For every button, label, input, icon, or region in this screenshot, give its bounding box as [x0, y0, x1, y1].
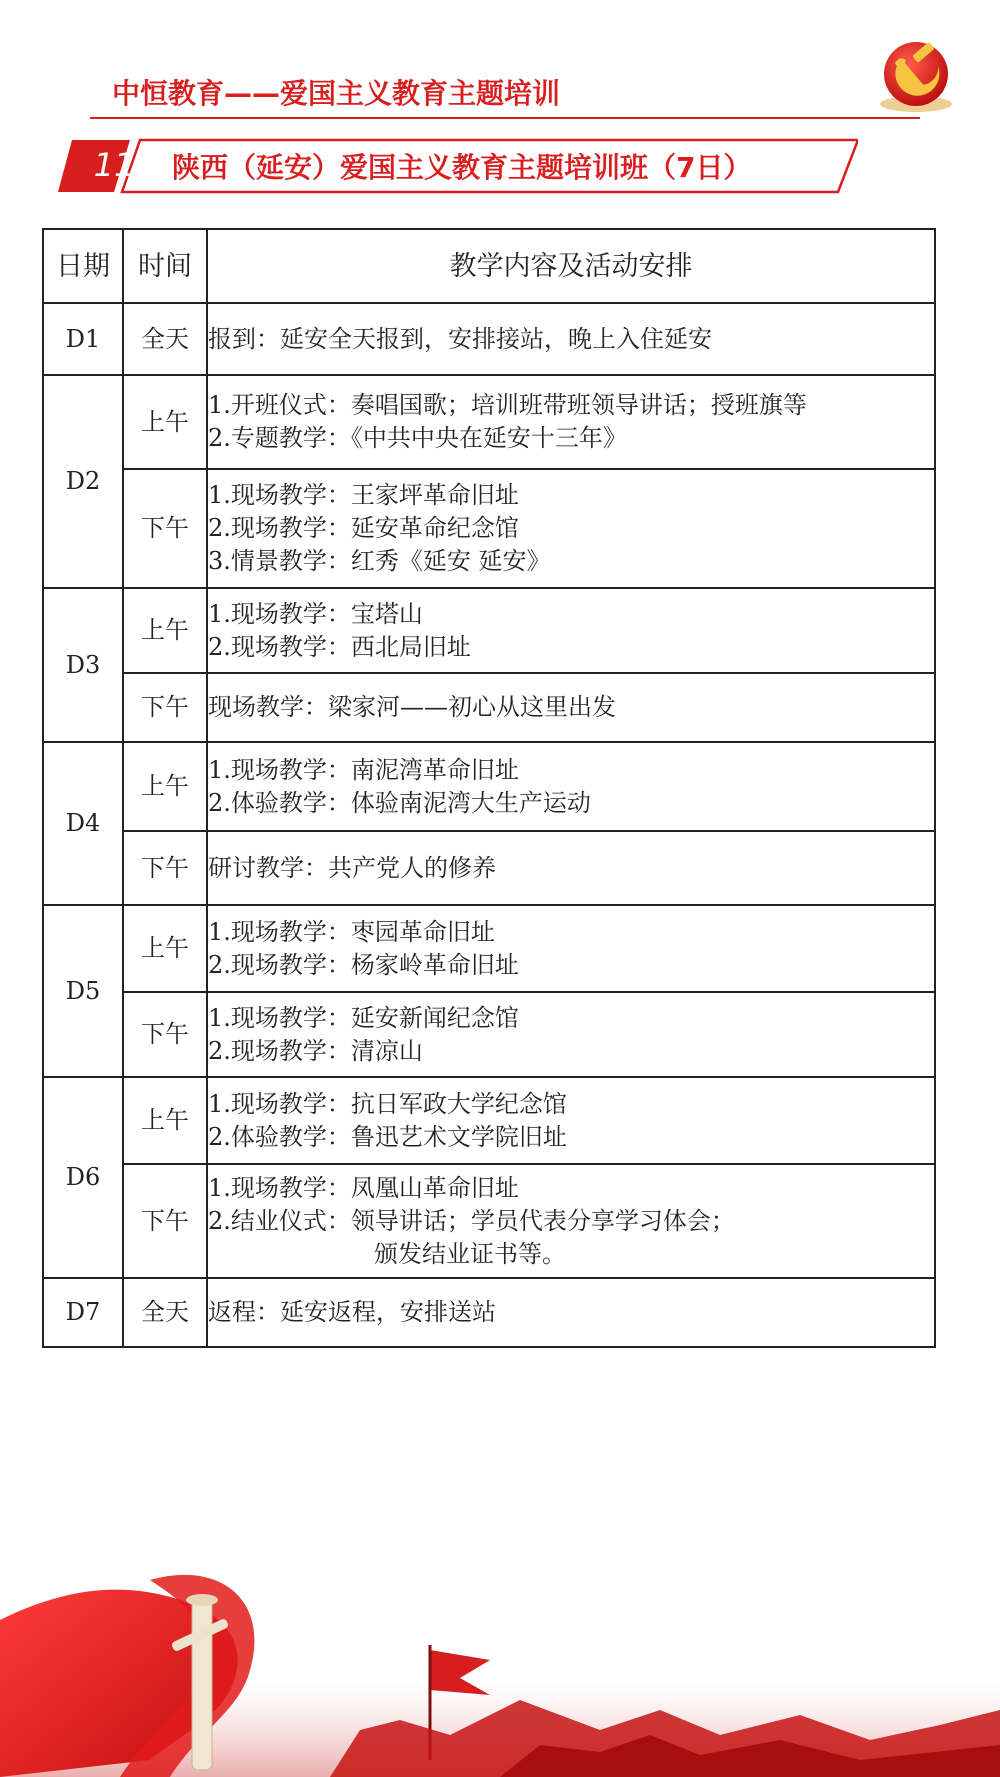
column-header-date: 日期 [43, 229, 123, 303]
day-cell: D5 [43, 905, 123, 1077]
table-row [43, 1164, 935, 1278]
content-line: 1.开班仪式：奏唱国歌；培训班带班领导讲话；授班旗等 [208, 391, 807, 419]
content-cell [207, 992, 935, 1077]
section-title: 陕西（延安）爱国主义教育主题培训班（7日） [172, 151, 752, 184]
content-line: 2.体验教学：鲁迅艺术文学院旧址 [208, 1122, 567, 1151]
content-cell [207, 1164, 935, 1278]
header-divider [90, 117, 920, 119]
column-header-content: 教学内容及活动安排 [207, 229, 935, 303]
day-cell: D2 [43, 375, 123, 588]
table-row [43, 303, 935, 375]
hammer-sickle-icon [872, 36, 960, 116]
time-cell: 下午 [123, 1164, 207, 1278]
time-cell: 下午 [123, 469, 207, 588]
content-line: 1.现场教学：抗日军政大学纪念馆 [208, 1089, 567, 1118]
content-cell [207, 742, 935, 831]
content-cell [207, 1077, 935, 1164]
table-row [43, 1077, 935, 1164]
time-cell: 上午 [123, 905, 207, 992]
table-row [43, 742, 935, 831]
day-cell: D4 [43, 742, 123, 905]
content-line: 报到：延安全天报到，安排接站，晚上入住延安 [208, 324, 712, 353]
day-cell: D1 [43, 303, 123, 375]
content-cell [207, 303, 935, 375]
content-cell [207, 469, 935, 588]
content-cell [207, 905, 935, 992]
content-line: 现场教学：梁家河——初心从这里出发 [208, 693, 616, 721]
content-line: 2.专题教学：《中共中央在延安十三年》 [208, 424, 627, 452]
content-line: 1.现场教学：延安新闻纪念馆 [208, 1003, 519, 1032]
content-line: 2.体验教学：体验南泥湾大生产运动 [208, 788, 591, 817]
content-cell [207, 673, 935, 742]
content-line: 颁发结业证书等。 [374, 1239, 566, 1268]
time-cell: 下午 [123, 673, 207, 742]
content-line: 3.情景教学：红秀《延安 延安》 [208, 547, 551, 575]
table-row [43, 588, 935, 673]
table-row [43, 992, 935, 1077]
table-row [43, 905, 935, 992]
time-cell: 上午 [123, 588, 207, 673]
time-cell: 全天 [123, 303, 207, 375]
time-cell: 下午 [123, 831, 207, 905]
content-line: 1.现场教学：王家坪革命旧址 [208, 481, 519, 509]
content-line: 研讨教学：共产党人的修养 [208, 853, 496, 882]
content-line: 1.现场教学：南泥湾革命旧址 [208, 755, 519, 784]
column-header-time: 时间 [123, 229, 207, 303]
content-line: 2.现场教学：延安革命纪念馆 [208, 514, 519, 542]
content-line: 1.现场教学：枣园革命旧址 [208, 917, 495, 946]
table-row [43, 1278, 935, 1347]
content-cell [207, 831, 935, 905]
table-header-row [43, 229, 935, 303]
time-cell: 下午 [123, 992, 207, 1077]
schedule-table [42, 228, 936, 1348]
time-cell: 全天 [123, 1278, 207, 1347]
decorative-footer [0, 1560, 1000, 1777]
table-row [43, 375, 935, 469]
day-cell: D6 [43, 1077, 123, 1278]
section-number: 11 [93, 146, 135, 184]
content-line: 1.现场教学：宝塔山 [208, 599, 423, 628]
header-title: 中恒教育——爱国主义教育主题培训 [112, 77, 561, 110]
content-line: 1.现场教学：凤凰山革命旧址 [208, 1173, 519, 1202]
content-line: 2.结业仪式：领导讲话；学员代表分享学习体会； [208, 1206, 735, 1235]
content-line: 2.现场教学：清凉山 [208, 1036, 423, 1065]
content-cell [207, 375, 935, 469]
content-line: 返程：延安返程，安排送站 [208, 1298, 496, 1326]
content-cell [207, 1278, 935, 1347]
table-row [43, 831, 935, 905]
table-row [43, 673, 935, 742]
content-cell [207, 588, 935, 673]
day-cell: D3 [43, 588, 123, 742]
content-line: 2.现场教学：杨家岭革命旧址 [208, 950, 519, 979]
day-cell: D7 [43, 1278, 123, 1347]
time-cell: 上午 [123, 742, 207, 831]
table-row [43, 469, 935, 588]
time-cell: 上午 [123, 1077, 207, 1164]
content-line: 2.现场教学：西北局旧址 [208, 632, 471, 661]
time-cell: 上午 [123, 375, 207, 469]
